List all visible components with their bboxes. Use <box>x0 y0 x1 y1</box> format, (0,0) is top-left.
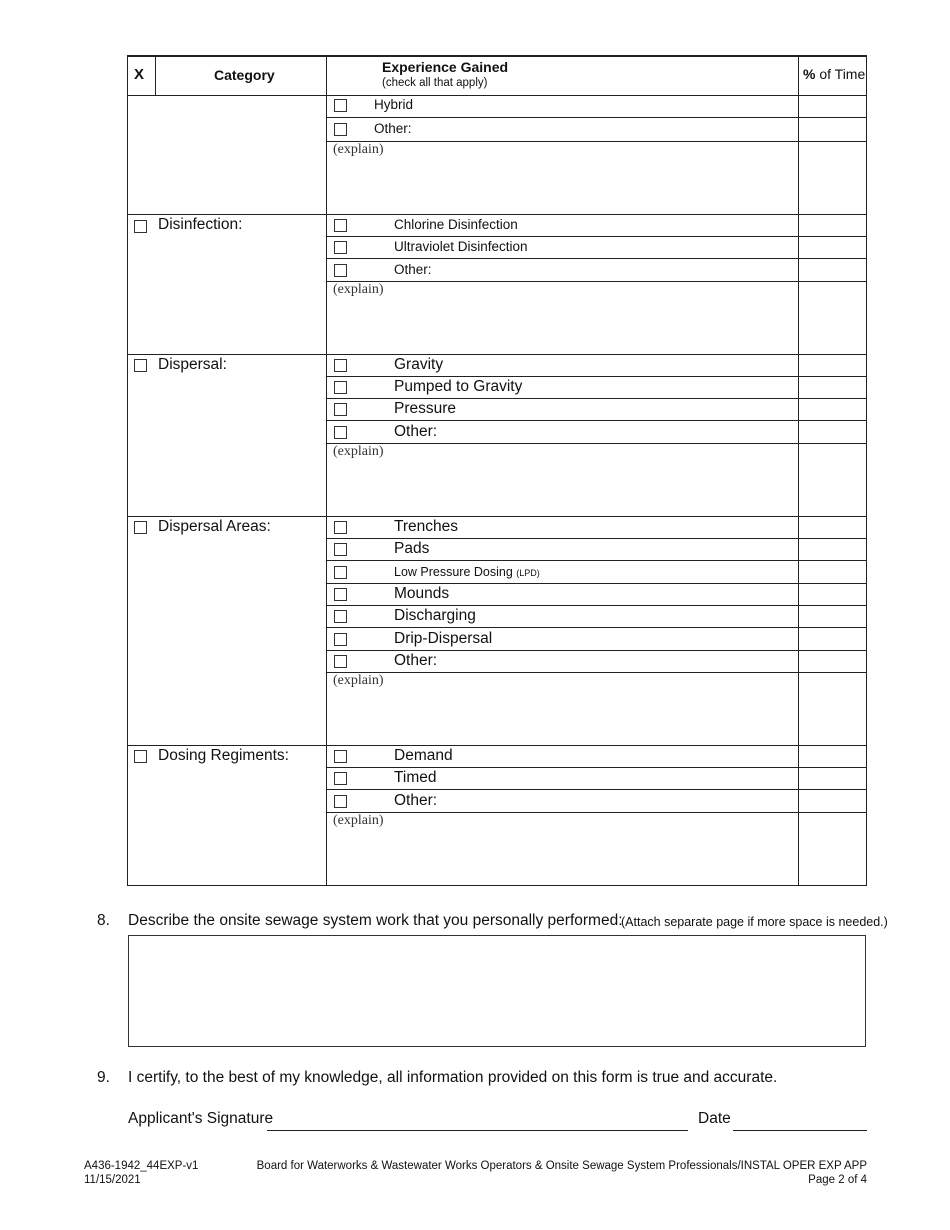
checkbox-timed[interactable] <box>334 772 347 785</box>
checkbox-hybrid[interactable] <box>334 99 347 112</box>
option-dispersal-other: Other: <box>394 423 438 440</box>
option-gravity: Gravity <box>394 356 444 373</box>
checkbox-drip-dispersal[interactable] <box>334 633 347 646</box>
checkbox-ultraviolet-disinfection[interactable] <box>334 241 347 254</box>
option-ultraviolet-disinfection: Ultraviolet Disinfection <box>394 239 528 254</box>
category-dispersal: Dispersal: <box>158 356 227 373</box>
footer-board: Board for Waterworks & Wastewater Works Operators & Onsite Sewage System Professionals/INSTAL OPER EXP APP <box>256 1160 867 1172</box>
checkbox-other-continued[interactable] <box>334 123 347 136</box>
option-dispersal-areas-other: Other: <box>394 652 438 669</box>
checkbox-pressure[interactable] <box>334 403 347 416</box>
checkbox-disinfection-other[interactable] <box>334 264 347 277</box>
signature-line[interactable] <box>267 1130 688 1131</box>
footer-form-id: A436-1942_44EXP-v1 <box>84 1160 199 1172</box>
checkbox-mounds[interactable] <box>334 588 347 601</box>
option-dosing-other: Other: <box>394 792 438 809</box>
explain-label: (explain) <box>333 444 384 459</box>
header-x: X <box>134 66 145 83</box>
footer-date: 11/15/2021 <box>84 1174 141 1186</box>
lpd-suffix: (LPD) <box>516 568 540 578</box>
percent-symbol: % <box>803 66 816 82</box>
work-description-box[interactable] <box>128 935 866 1047</box>
explain-label: (explain) <box>333 673 384 688</box>
percent-of-time-label: of Time <box>815 66 866 82</box>
q9-number: 9. <box>97 1069 110 1086</box>
q9-text: I certify, to the best of my knowledge, all information provided on this form is true and accurate. <box>128 1069 778 1086</box>
category-disinfection: Disinfection: <box>158 216 243 233</box>
explain-label: (explain) <box>333 282 384 297</box>
q8-number: 8. <box>97 912 110 929</box>
checkbox-dispersal-areas[interactable] <box>134 521 147 534</box>
checkbox-pads[interactable] <box>334 543 347 556</box>
option-demand: Demand <box>394 747 453 764</box>
header-experience: Experience Gained <box>382 59 509 75</box>
option-low-pressure-dosing <box>394 563 540 582</box>
checkbox-gravity[interactable] <box>334 359 347 372</box>
option-trenches: Trenches <box>394 518 459 535</box>
option-pads: Pads <box>394 540 430 557</box>
checkbox-dispersal-other[interactable] <box>334 426 347 439</box>
checkbox-dispersal[interactable] <box>134 359 147 372</box>
option-pumped-to-gravity: Pumped to Gravity <box>394 378 523 395</box>
option-pressure: Pressure <box>394 400 457 417</box>
option-hybrid: Hybrid <box>374 97 414 112</box>
header-percent-time <box>803 66 865 82</box>
q8-text: Describe the onsite sewage system work that you personally performed: <box>128 912 623 929</box>
option-drip-dispersal: Drip-Dispersal <box>394 630 493 647</box>
footer-page: Page 2 of 4 <box>808 1174 867 1186</box>
header-category: Category <box>214 67 275 83</box>
checkbox-demand[interactable] <box>334 750 347 763</box>
checkbox-low-pressure-dosing[interactable] <box>334 566 347 579</box>
option-mounds: Mounds <box>394 585 450 602</box>
header-experience-sub: (check all that apply) <box>382 77 488 89</box>
option-timed: Timed <box>394 769 437 786</box>
checkbox-trenches[interactable] <box>334 521 347 534</box>
date-label: Date <box>698 1110 731 1127</box>
checkbox-discharging[interactable] <box>334 610 347 623</box>
option-other-continued: Other: <box>374 121 412 136</box>
option-low-pressure-dosing-label: Low Pressure Dosing <box>394 565 513 579</box>
checkbox-dispersal-areas-other[interactable] <box>334 655 347 668</box>
option-disinfection-other: Other: <box>394 262 432 277</box>
category-dosing-regiments: Dosing Regiments: <box>158 747 289 764</box>
checkbox-chlorine-disinfection[interactable] <box>334 219 347 232</box>
checkbox-dosing-regiments[interactable] <box>134 750 147 763</box>
q8-note: (Attach separate page if more space is needed.) <box>621 915 888 929</box>
category-dispersal-areas: Dispersal Areas: <box>158 518 271 535</box>
date-line[interactable] <box>733 1130 867 1131</box>
option-chlorine-disinfection: Chlorine Disinfection <box>394 217 518 232</box>
checkbox-dosing-other[interactable] <box>334 795 347 808</box>
explain-label: (explain) <box>333 813 384 828</box>
checkbox-disinfection[interactable] <box>134 220 147 233</box>
option-discharging: Discharging <box>394 607 476 624</box>
checkbox-pumped-to-gravity[interactable] <box>334 381 347 394</box>
explain-label: (explain) <box>333 142 384 157</box>
signature-label: Applicant's Signature <box>128 1110 274 1127</box>
